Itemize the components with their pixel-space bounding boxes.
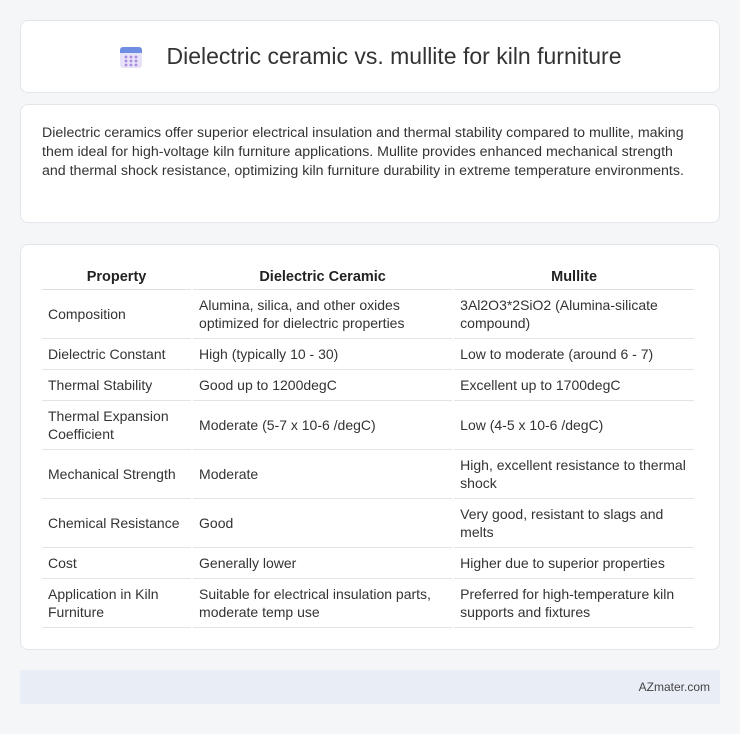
- row-mullite: Low (4-5 x 10-6 /degC): [454, 401, 694, 450]
- table-row: [42, 401, 694, 450]
- calendar-icon: [118, 44, 144, 70]
- footer-brand[interactable]: AZmater.com: [638, 680, 710, 694]
- row-dielectric: Moderate: [193, 450, 452, 499]
- table-row: [42, 339, 694, 370]
- page-title: Dielectric ceramic vs. mullite for kiln furniture: [166, 43, 622, 69]
- row-dielectric: Good up to 1200degC: [193, 370, 452, 401]
- row-property: Dielectric Constant: [42, 339, 191, 370]
- table-row: [42, 450, 694, 499]
- title-card: [20, 20, 720, 93]
- intro-text: Dielectric ceramics offer superior electrical insulation and thermal stability compared to mullite, making them ideal for high-voltage kiln furniture applications. Mullite provides enhanced mechanical strength and thermal shock resistance, optimizing kiln furniture durability in extreme temperature environments.: [42, 125, 684, 179]
- row-dielectric: Generally lower: [193, 548, 452, 579]
- row-dielectric: High (typically 10 - 30): [193, 339, 452, 370]
- row-dielectric: Good: [193, 499, 452, 548]
- row-mullite: Very good, resistant to slags and melts: [454, 499, 694, 548]
- row-property: Chemical Resistance: [42, 499, 191, 548]
- row-mullite: Low to moderate (around 6 - 7): [454, 339, 694, 370]
- row-dielectric: Suitable for electrical insulation parts, moderate temp use: [193, 579, 452, 628]
- row-dielectric: Moderate (5-7 x 10-6 /degC): [193, 401, 452, 450]
- row-property: Application in Kiln Furniture: [42, 579, 191, 628]
- table-row: [42, 548, 694, 579]
- row-mullite: High, excellent resistance to thermal shock: [454, 450, 694, 499]
- row-mullite: 3Al2O3*2SiO2 (Alumina-silicate compound): [454, 290, 694, 339]
- comparison-table: [40, 265, 696, 628]
- row-property: Mechanical Strength: [42, 450, 191, 499]
- row-mullite: Excellent up to 1700degC: [454, 370, 694, 401]
- table-row: [42, 290, 694, 339]
- row-property: Cost: [42, 548, 191, 579]
- row-dielectric: Alumina, silica, and other oxides optimized for dielectric properties: [193, 290, 452, 339]
- table-card: [20, 244, 720, 650]
- row-property: Thermal Expansion Coefficient: [42, 401, 191, 450]
- table-row: [42, 370, 694, 401]
- table-header-row: [42, 265, 694, 290]
- header-dielectric: Dielectric Ceramic: [193, 265, 452, 290]
- intro-card: [20, 104, 720, 223]
- table-row: [42, 579, 694, 628]
- header-mullite: Mullite: [454, 265, 694, 290]
- row-property: Composition: [42, 290, 191, 339]
- header-property: Property: [42, 265, 191, 290]
- row-mullite: Preferred for high-temperature kiln supports and fixtures: [454, 579, 694, 628]
- table-row: [42, 499, 694, 548]
- row-property: Thermal Stability: [42, 370, 191, 401]
- row-mullite: Higher due to superior properties: [454, 548, 694, 579]
- footer: [20, 670, 720, 704]
